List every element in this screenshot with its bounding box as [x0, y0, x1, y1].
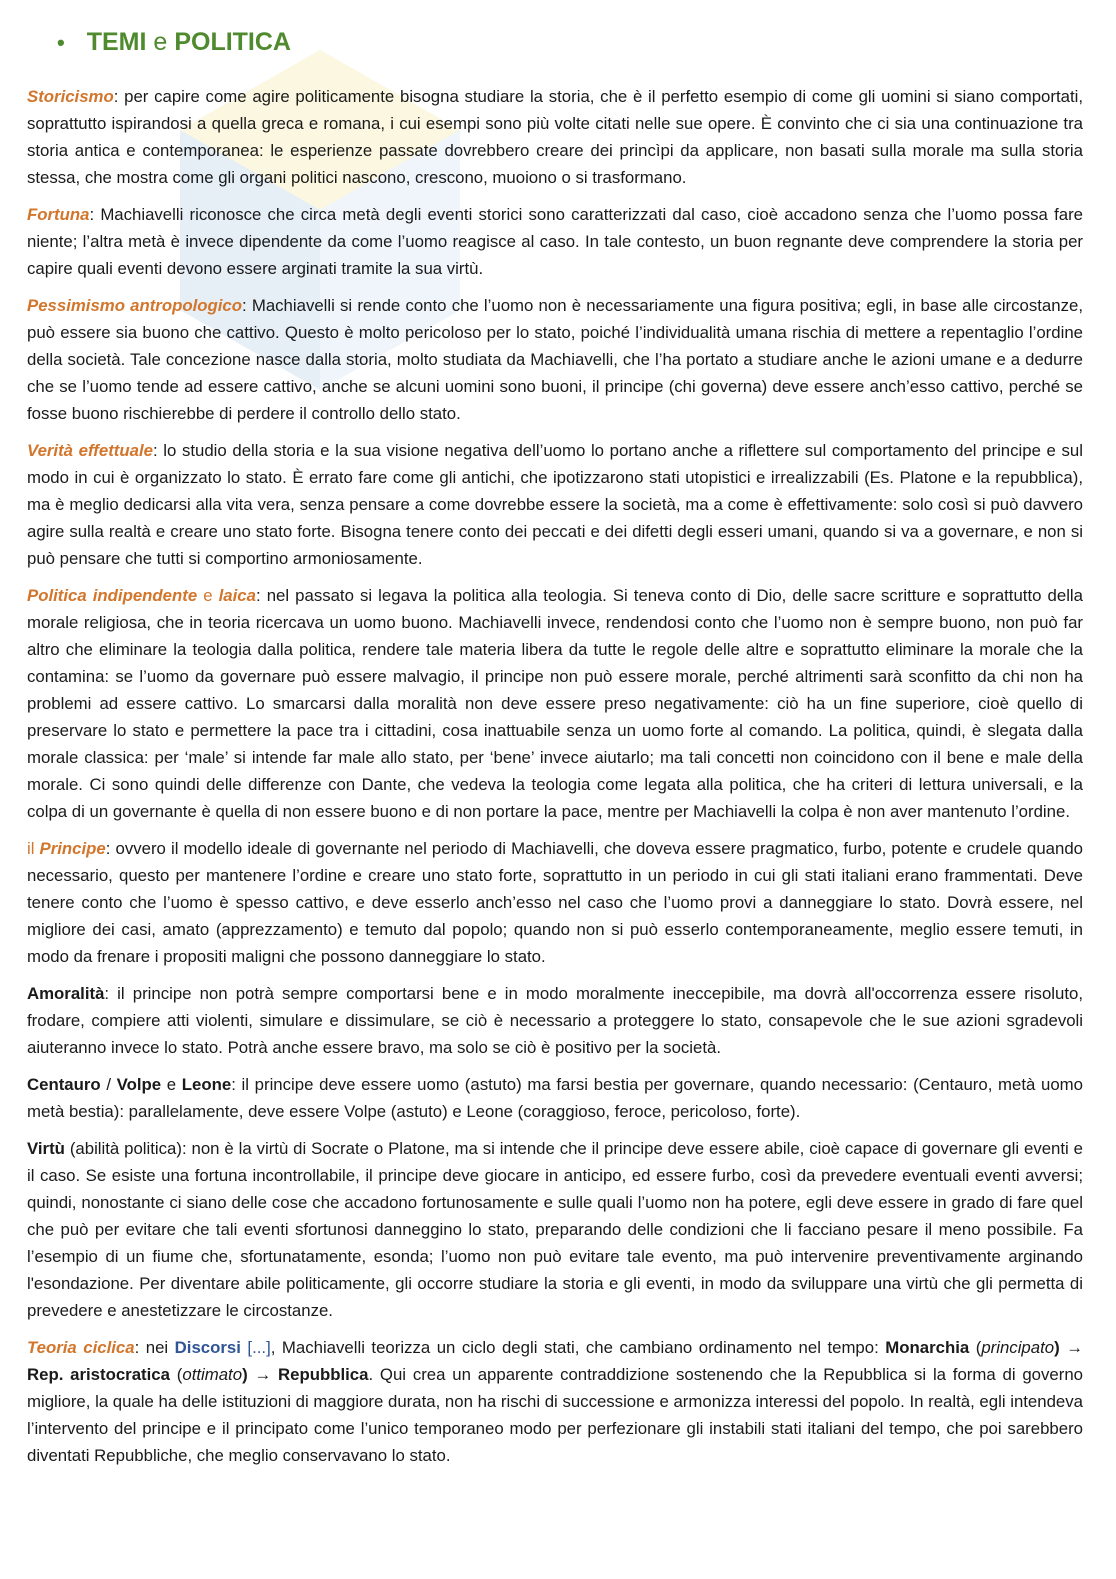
paragraph-text: : Machiavelli si rende conto che l’uomo non è necessariamente una figura positiva; egli, in base alle circostanze, può essere sia buono che cattivo. Questo è molto pericoloso per lo stato, poiché l’individualità umana rischia di mettere a repentaglio l’ordine della società. Tale concezione nasce dalla storia, molto studiata da Machiavelli, che l’ha portato a studiare anche le azioni umane e a dedurre che se l’uomo tende ad essere cattivo, anche se alcuni uomini sono buoni, il principe (chi governa) deve essere anch’esso cattivo, perché se fosse buono rischierebbe di perdere il controllo dello stato.: [27, 296, 1083, 423]
paragraph-text: : il principe deve essere uomo (astuto) ma farsi bestia per governare, quando necessario: (Centauro, metà uomo metà bestia): parallelamente, deve essere Volpe (astuto) e Leone (coraggioso, feroce, pericoloso, forte).: [27, 1075, 1083, 1121]
paragraph-text: : il principe non potrà sempre comportarsi bene e in modo moralmente ineccepibile, ma dovrà all'occorrenza essere risoluto, frodare, compiere atti violenti, simulare e dissimulare, se ciò è necessario a proteggere lo stato, consapevole che le sue azioni sgradevoli aiuteranno invece lo stato. Potrà anche essere bravo, ma solo se ciò è positivo per la società.: [27, 984, 1083, 1057]
term-repubblica: Repubblica: [278, 1365, 369, 1384]
term-amoralita: Amoralità: [27, 984, 105, 1003]
term-laica: laica: [218, 586, 256, 605]
text-part: (: [169, 1365, 183, 1384]
term-discorsi: Discorsi: [174, 1338, 241, 1357]
heading-e: e: [153, 28, 168, 56]
term-fortuna: Fortuna: [27, 205, 90, 224]
paragraph-text: : ovvero il modello ideale di governante nel periodo di Machiavelli, che doveva essere pragmatico, furbo, potente e crudele quando necessario, questo per mantenere l’ordine e creare uno stato forte, soprattutto in un periodo in cui gli stati italiani erano frammentati. Deve tenere conto che l’uomo è spesso cattivo, e deve esserlo anch’esso nel caso che l’uomo provi a danneggiare lo stato. Dovrà essere, nel migliore dei casi, amato (apprezzamento) e temuto dal popolo; quando non si può esserlo contemporaneamente, meglio essere temuti, in modo da frenare i propositi maligni che possono danneggiare lo stato.: [27, 839, 1083, 966]
separator: /: [100, 1075, 117, 1094]
term-principato: principato: [981, 1338, 1055, 1357]
term-monarchia: Monarchia: [885, 1338, 970, 1357]
term-pessimismo: Pessimismo antropologico: [27, 296, 242, 315]
paragraph-storicismo: [27, 83, 1083, 191]
text-part: (: [969, 1338, 982, 1357]
term-centauro: Centauro: [27, 1075, 101, 1094]
paragraph-text: : nel passato si legava la politica alla teologia. Si teneva conto di Dio, delle sacre scritture e soprattutto della morale religiosa, che in teoria ricercava un uomo buono. Machiavelli invece, rendendosi conto che l’uomo non è sempre buono, non può far altro che eliminare la teologia dalla politica, rendere tale materia libera da tutte le regole delle altre e soprattutto eliminare la morale che la contamina: se l’uomo da governare può essere malvagio, il principe non può essere morale, perché altrimenti sarà sconfitto da chi non ha problemi ad essere cattivo. Lo smarcarsi dalla moralità non deve essere preso negativamente: ciò ha un fine superiore, cioè quello di preservare lo stato e permettere la pace tra i cittadini, cosa inattuabile senza un uomo forte al comando. La politica, quindi, è slegata dalla morale classica: per ‘male’ si intende far male allo stato, per ‘bene’ invece aiutarlo; ma tali concetti non coincidono con il bene e male della morale. Ci sono quindi delle differenze con Dante, che vedeva la teologia come legata alla politica, che ha criteri di lettura universali, e la colpa di un governante è quella di non essere buono e di non portare la pace, mentre per Machiavelli la colpa è non aver mantenuto l’ordine.: [27, 586, 1083, 821]
term-prefix: il: [27, 839, 40, 858]
paragraph-teoria-ciclica: [27, 1334, 1083, 1469]
text-part: . Qui crea un apparente contraddizione sostenendo che la Repubblica si la forma di governo migliore, la quale ha delle istituzioni di maggiore durata, non ha rischi di successione e armonizza interessi del popolo. In realtà, egli intendeva l’intervento del principe e il principato come l’unico temporaneo modo per perfezionare gli instabili stati italiani del tempo, che poi sarebbero diventati Repubbliche, che meglio conservavano lo stato.: [27, 1365, 1083, 1465]
paragraph-text: : lo studio della storia e la sua visione negativa dell’uomo lo portano anche a riflettere sul comportamento del principe e sul modo in cui è organizzato lo stato. È errato fare come gli antichi, che ipotizzarono stati utopistici e irrealizzabili (Es. Platone e la repubblica), ma è meglio dedicarsi alla vita vera, senza pensare a come dovrebbe essere la società, ma a come è effettivamente: solo così si può davvero agire sulla realtà e creare uno stato forte. Bisogna tenere conto dei peccati e dei difetti degli esseri umani, quando si va a governare, e non si può pensare che tutti si comportino armoniosamente.: [27, 441, 1083, 568]
term-volpe: Volpe: [116, 1075, 162, 1094]
bullet-icon: •: [57, 29, 65, 55]
term-leone: Leone: [181, 1075, 232, 1094]
paragraph-principe: [27, 835, 1083, 970]
paragraph-text: : Machiavelli riconosce che circa metà degli eventi storici sono caratterizzati dal caso, cioè accadono senza che l’uomo possa fare niente; l’altra metà è invece dipendente da come l’uomo reagisce al caso. In tale contesto, un buon regnante deve comprendere la storia per capire quali eventi devono essere arginati tramite la sua virtù.: [27, 205, 1083, 278]
separator: e: [161, 1075, 182, 1094]
heading-politica: POLITICA: [174, 28, 291, 56]
term-virtu: Virtù: [27, 1139, 65, 1158]
paragraph-text: : per capire come agire politicamente bisogna studiare la storia, che è il perfetto esempio di come gli uomini si siano comportati, soprattutto ispirandosi a quella greca e romana, i cui esempi sono più volte citati nelle sue opere. È convinto che ci sia una continuazione tra storia antica e contemporanea: le esperienze passate dovrebbero creare dei princìpi da applicare, non basati sulla morale ma sulla storia stessa, che mostra come gli organi politici nascono, crescono, muoiono o si trasformano.: [27, 87, 1083, 187]
paragraph-verita: [27, 437, 1083, 572]
term-connector: e: [197, 586, 219, 605]
term-verita: Verità effettuale: [27, 441, 153, 460]
heading-temi: TEMI: [86, 28, 147, 56]
paragraph-text: (abilità politica): non è la virtù di Socrate o Platone, ma si intende che il principe deve essere abile, cioè capace di governare gli eventi e il caso. Se esiste una fortuna incontrollabile, il principe deve giocare in anticipo, ed essere furbo, così da prevedere eventuali eventi avversi; quindi, nonostante ci siano delle cose che accadono fortunosamente e sulle quali l’uomo non ha potere, egli deve essere in grado di fare quel che può per evitare che tali eventi sfortunosi danneggino lo stato, preparando delle condizioni che li facciano pesare il meno possibile. Fa l’esempio di un fiume che, sfortunatamente, esonda; l’uomo non può evitare tale evento, ma può intervenire preventivamente arginando l'esondazione. Per diventare abile politicamente, gli occorre studiare la storia e gli eventi, in modo da sviluppare una virtù che gli permetta di prevedere e anestetizzare le circostanze.: [27, 1139, 1083, 1320]
paragraph-centauro: [27, 1071, 1083, 1125]
term-teoria-ciclica: Teoria ciclica: [27, 1338, 135, 1357]
text-part: : nei: [134, 1338, 175, 1357]
section-heading: [27, 28, 1083, 57]
paragraph-fortuna: [27, 201, 1083, 282]
term-rep-aristocratica: Rep. aristocratica: [27, 1365, 170, 1384]
paragraph-virtu: [27, 1135, 1083, 1324]
document-page: [27, 28, 1083, 1479]
ellipsis: [...]: [240, 1338, 271, 1357]
arrow-2: ) →: [242, 1365, 279, 1384]
term-principe: Principe: [39, 839, 106, 858]
paragraph-amoralita: [27, 980, 1083, 1061]
arrow-1: ) →: [1054, 1338, 1083, 1357]
term-politica-indipendente: Politica indipendente: [27, 586, 198, 605]
paragraph-pessimismo: [27, 292, 1083, 427]
term-storicismo: Storicismo: [27, 87, 114, 106]
text-part: , Machiavelli teorizza un ciclo degli stati, che cambiano ordinamento nel tempo:: [270, 1338, 886, 1357]
term-ottimato: ottimato: [182, 1365, 243, 1384]
paragraph-politica: [27, 582, 1083, 825]
